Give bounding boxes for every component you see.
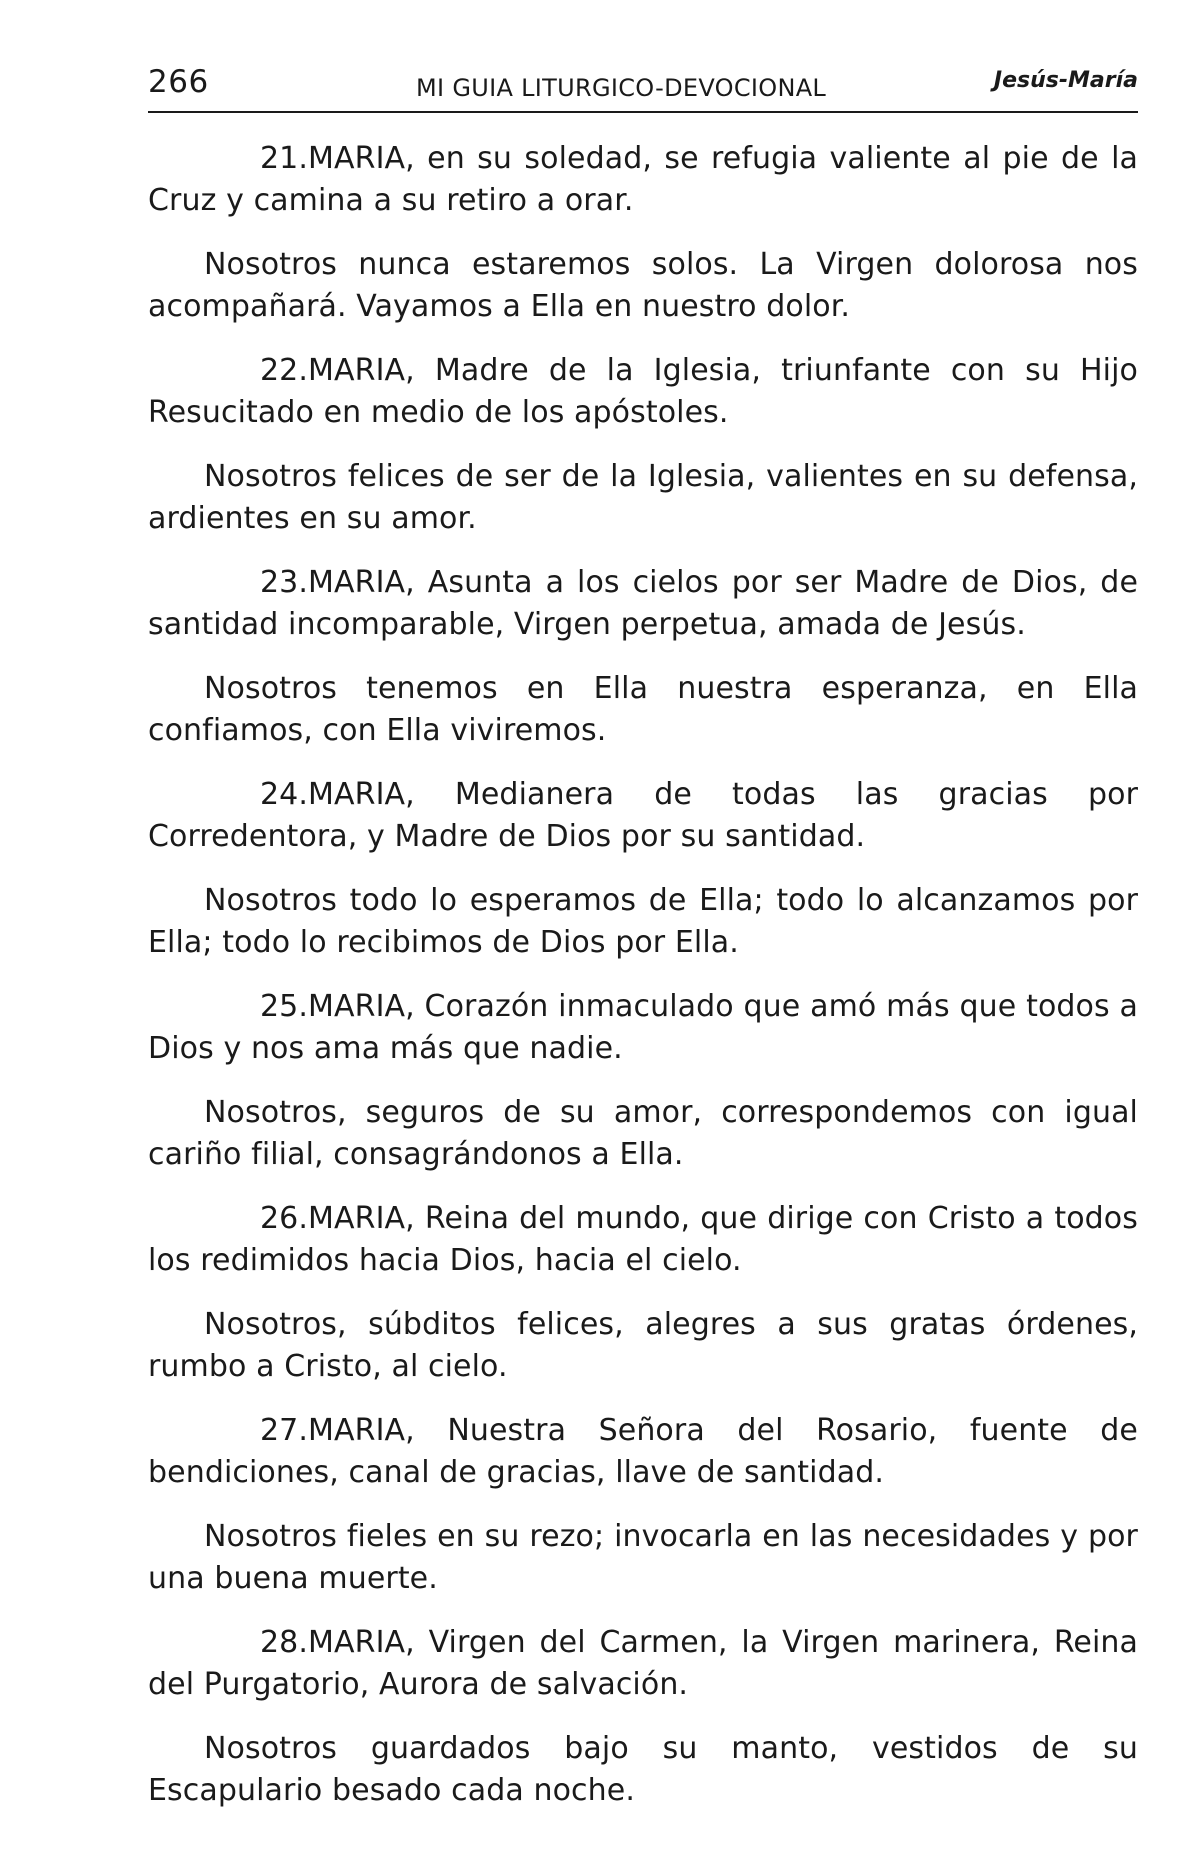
response-text: Nosotros todo lo esperamos de Ella; todo lo alcanzamos por Ella; todo lo recibimos de Dios por Ella. xyxy=(148,883,1138,960)
invocation-26 xyxy=(148,1198,1138,1282)
running-title: MI GUIA LITURGICO-DEVOCIONAL xyxy=(416,74,827,102)
response-27 xyxy=(148,1516,1138,1600)
response-text: Nosotros, súbditos felices, alegres a sus gratas órdenes, rumbo a Cristo, al cielo. xyxy=(148,1307,1138,1384)
invocation-text: MARIA, Reina del mundo, que dirige con Cristo a todos los redimidos hacia Dios, hacia el cielo. xyxy=(148,1201,1138,1278)
invocation-text: MARIA, Madre de la Iglesia, triunfante con su Hijo Resucitado en medio de los apóstoles. xyxy=(148,353,1138,430)
response-text: Nosotros felices de ser de la Iglesia, valientes en su defensa, ardientes en su amor. xyxy=(148,459,1138,536)
entry-number: 23. xyxy=(260,565,309,600)
page-header xyxy=(148,62,1138,112)
response-text: Nosotros tenemos en Ella nuestra esperanza, en Ella confiamos, con Ella viviremos. xyxy=(148,671,1138,748)
invocation-text: MARIA, Medianera de todas las gracias por Corredentora, y Madre de Dios por su santidad. xyxy=(148,777,1138,854)
running-mark: Jesús-María xyxy=(993,68,1138,93)
response-text: Nosotros, seguros de su amor, correspondemos con igual cariño filial, consagrándonos a Ella. xyxy=(148,1095,1138,1172)
invocation-text: MARIA, en su soledad, se refugia valiente al pie de la Cruz y camina a su retiro a orar. xyxy=(148,141,1138,218)
response-22 xyxy=(148,456,1138,540)
response-21 xyxy=(148,244,1138,328)
page-number: 266 xyxy=(148,64,209,100)
invocation-23 xyxy=(148,562,1138,646)
entry-number: 22. xyxy=(260,353,309,388)
body-text xyxy=(148,138,1138,1834)
invocation-text: MARIA, Asunta a los cielos por ser Madre de Dios, de santidad incomparable, Virgen perpetua, amada de Jesús. xyxy=(148,565,1138,642)
invocation-24 xyxy=(148,774,1138,858)
invocation-25 xyxy=(148,986,1138,1070)
invocation-text: MARIA, Virgen del Carmen, la Virgen marinera, Reina del Purgatorio, Aurora de salvación. xyxy=(148,1625,1138,1702)
entry-number: 28. xyxy=(260,1625,309,1660)
response-26 xyxy=(148,1304,1138,1388)
response-text: Nosotros fieles en su rezo; invocarla en las necesidades y por una buena muerte. xyxy=(148,1519,1138,1596)
response-text: Nosotros nunca estaremos solos. La Virgen dolorosa nos acompañará. Vayamos a Ella en nuestro dolor. xyxy=(148,247,1138,324)
invocation-text: MARIA, Corazón inmaculado que amó más que todos a Dios y nos ama más que nadie. xyxy=(148,989,1138,1066)
entry-number: 26. xyxy=(260,1201,309,1236)
header-rule xyxy=(148,111,1138,113)
response-23 xyxy=(148,668,1138,752)
invocation-22 xyxy=(148,350,1138,434)
entry-number: 24. xyxy=(260,777,309,812)
invocation-27 xyxy=(148,1410,1138,1494)
response-28 xyxy=(148,1728,1138,1812)
response-text: Nosotros guardados bajo su manto, vestidos de su Escapulario besado cada noche. xyxy=(148,1731,1138,1808)
invocation-21 xyxy=(148,138,1138,222)
entry-number: 21. xyxy=(260,141,309,176)
invocation-28 xyxy=(148,1622,1138,1706)
entry-number: 25. xyxy=(260,989,309,1024)
invocation-text: MARIA, Nuestra Señora del Rosario, fuente de bendiciones, canal de gracias, llave de santidad. xyxy=(148,1413,1138,1490)
response-25 xyxy=(148,1092,1138,1176)
entry-number: 27. xyxy=(260,1413,309,1448)
response-24 xyxy=(148,880,1138,964)
